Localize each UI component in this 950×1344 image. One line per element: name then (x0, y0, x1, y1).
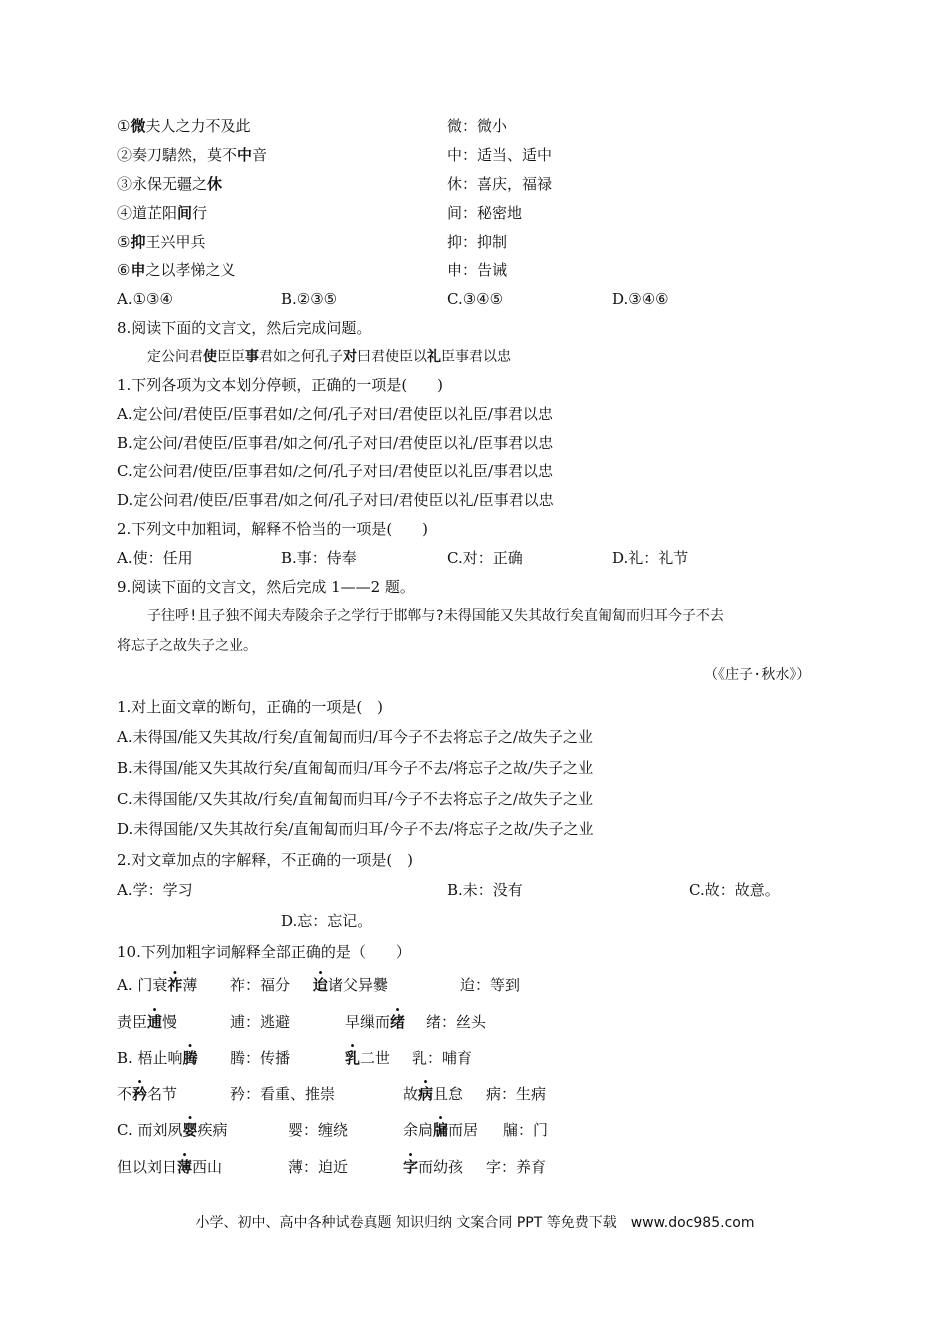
page-footer: 小学、初中、高中各种试卷真题 知识归纳 文案合同 PPT 等免费下载 www.doc985.com (195, 1215, 755, 1231)
q7-gloss: 申：告诫 (447, 261, 508, 279)
q10-gloss: 祚：福分 (230, 976, 291, 994)
q7-option-c[interactable]: C.③④⑤ (447, 290, 504, 308)
q8-sub1-stem: 1.下列各项为文本划分停顿，正确的一项是( ) (117, 376, 444, 394)
q10-gloss: 病：生病 (486, 1085, 547, 1103)
q9-sub2-option-d[interactable]: D.忘：忘记。 (281, 912, 373, 930)
q10-gloss: 牖：门 (503, 1121, 549, 1139)
q7-gloss: 抑：抑制 (447, 233, 508, 251)
q8-title: 8.阅读下面的文言文，然后完成问题。 (117, 319, 372, 337)
q7-gloss: 休：喜庆，福禄 (447, 175, 553, 193)
q9-sub2-stem: 2.对文章加点的字解释，不正确的一项是( ) (117, 851, 414, 869)
emphasis-dot-char: 字 (403, 1158, 419, 1176)
emphasis-dot-char: 婴 (182, 1121, 198, 1139)
q9-title: 9.阅读下面的文言文，然后完成 1——2 题。 (117, 578, 415, 596)
q7-option-d[interactable]: D.③④⑥ (612, 290, 669, 308)
q7-gloss: 中：适当、适中 (447, 146, 553, 164)
emphasis-dot-char: 薄 (177, 1158, 193, 1176)
q9-sub1-option-b[interactable]: B.未得国/能又失其故行矣/直匍匐而归/耳今子不去/将忘子之故/失子之业 (117, 759, 594, 777)
q8-passage: 定公问君使臣臣事君如之何孔子对曰君使臣以礼臣事君以忠 (147, 349, 511, 365)
q7-option-a[interactable]: A.①③④ (117, 290, 173, 308)
q9-passage-line-1: 子往呼!且子独不闻夫寿陵余子之学行于邯郸与?未得国能又失其故行矣直匍匐而归耳今子不去 (147, 608, 724, 624)
emphasis-dot-char: 病 (418, 1085, 434, 1103)
emphasis-dot-char: 绪 (390, 1013, 406, 1031)
q10-gloss: 薄：迫近 (288, 1158, 349, 1176)
q10-gloss: 逋：逃避 (230, 1013, 291, 1031)
q9-sub2-option-c[interactable]: C.故：故意。 (689, 881, 780, 899)
q8-sub1-option-a[interactable]: A.定公问/君使臣/臣事君如/之何/孔子对曰/君使臣以礼臣/事君以忠 (117, 405, 553, 423)
emphasis-dot-char: 祚 (167, 976, 183, 994)
emphasis-dot-char: 矜 (132, 1085, 148, 1103)
q10-gloss: 矜：看重、推崇 (230, 1085, 336, 1103)
q9-sub1-option-d[interactable]: D.未得国能/又失其故行矣/直匍匐而归耳/今子不去/将忘子之故/失子之业 (117, 820, 594, 838)
emphasis-dot-char: 迨 (313, 976, 329, 994)
q10-title: 10.下列加粗字词解释全部正确的是（ ） (117, 943, 411, 961)
q10-gloss: 婴：缠绕 (288, 1121, 349, 1139)
q9-passage-line-2: 将忘子之故失子之业。 (117, 638, 257, 654)
emphasis-dot-char: 乳 (345, 1049, 361, 1067)
q8-sub2-stem: 2.下列文中加粗词，解释不恰当的一项是( ) (117, 520, 429, 538)
q8-sub1-option-d[interactable]: D.定公问君/使臣/臣事君/如之何/孔子对曰/君使臣以礼/臣事君以忠 (117, 491, 554, 509)
q10-gloss: 绪：丝头 (426, 1013, 487, 1031)
q9-sub1-option-c[interactable]: C.未得国能/又失其故/行矣/直匍匐而归耳/今子不去将忘子之/故失子之业 (117, 790, 593, 808)
emphasis-dot-char: 腾 (182, 1049, 198, 1067)
q10-gloss: 乳：哺育 (412, 1049, 473, 1067)
q10-gloss: 腾：传播 (230, 1049, 291, 1067)
q8-sub2-option-a[interactable]: A.使：任用 (117, 549, 193, 567)
q9-sub1-option-a[interactable]: A.未得国/能又失其故/行矣/直匍匐而归/耳今子不去将忘子之/故失子之业 (117, 728, 593, 746)
q7-gloss: 微：微小 (447, 117, 508, 135)
q10-gloss: 迨：等到 (460, 976, 521, 994)
emphasis-dot-char: 牖 (433, 1121, 449, 1139)
q10-gloss: 字：养育 (486, 1158, 547, 1176)
q9-sub2-option-a[interactable]: A.学：学习 (117, 881, 193, 899)
q8-sub1-option-c[interactable]: C.定公问君/使臣/臣事君如/之何/孔子对曰/君使臣以礼臣/事君以忠 (117, 462, 554, 480)
q8-sub2-option-b[interactable]: B.事：侍奉 (281, 549, 357, 567)
q9-sub1-stem: 1.对上面文章的断句，正确的一项是( ) (117, 698, 384, 716)
q9-sub2-option-b[interactable]: B.未：没有 (447, 881, 523, 899)
q8-sub2-option-c[interactable]: C.对：正确 (447, 549, 523, 567)
emphasis-dot-char: 逋 (147, 1013, 163, 1031)
q8-sub2-option-d[interactable]: D.礼：礼节 (612, 549, 689, 567)
q7-option-b[interactable]: B.②③⑤ (281, 290, 338, 308)
q7-gloss: 间：秘密地 (447, 204, 523, 222)
q8-sub1-option-b[interactable]: B.定公问/君使臣/臣事君/如之何/孔子对曰/君使臣以礼/臣事君以忠 (117, 434, 554, 452)
q9-source: （《庄子·秋水》） (704, 667, 811, 683)
